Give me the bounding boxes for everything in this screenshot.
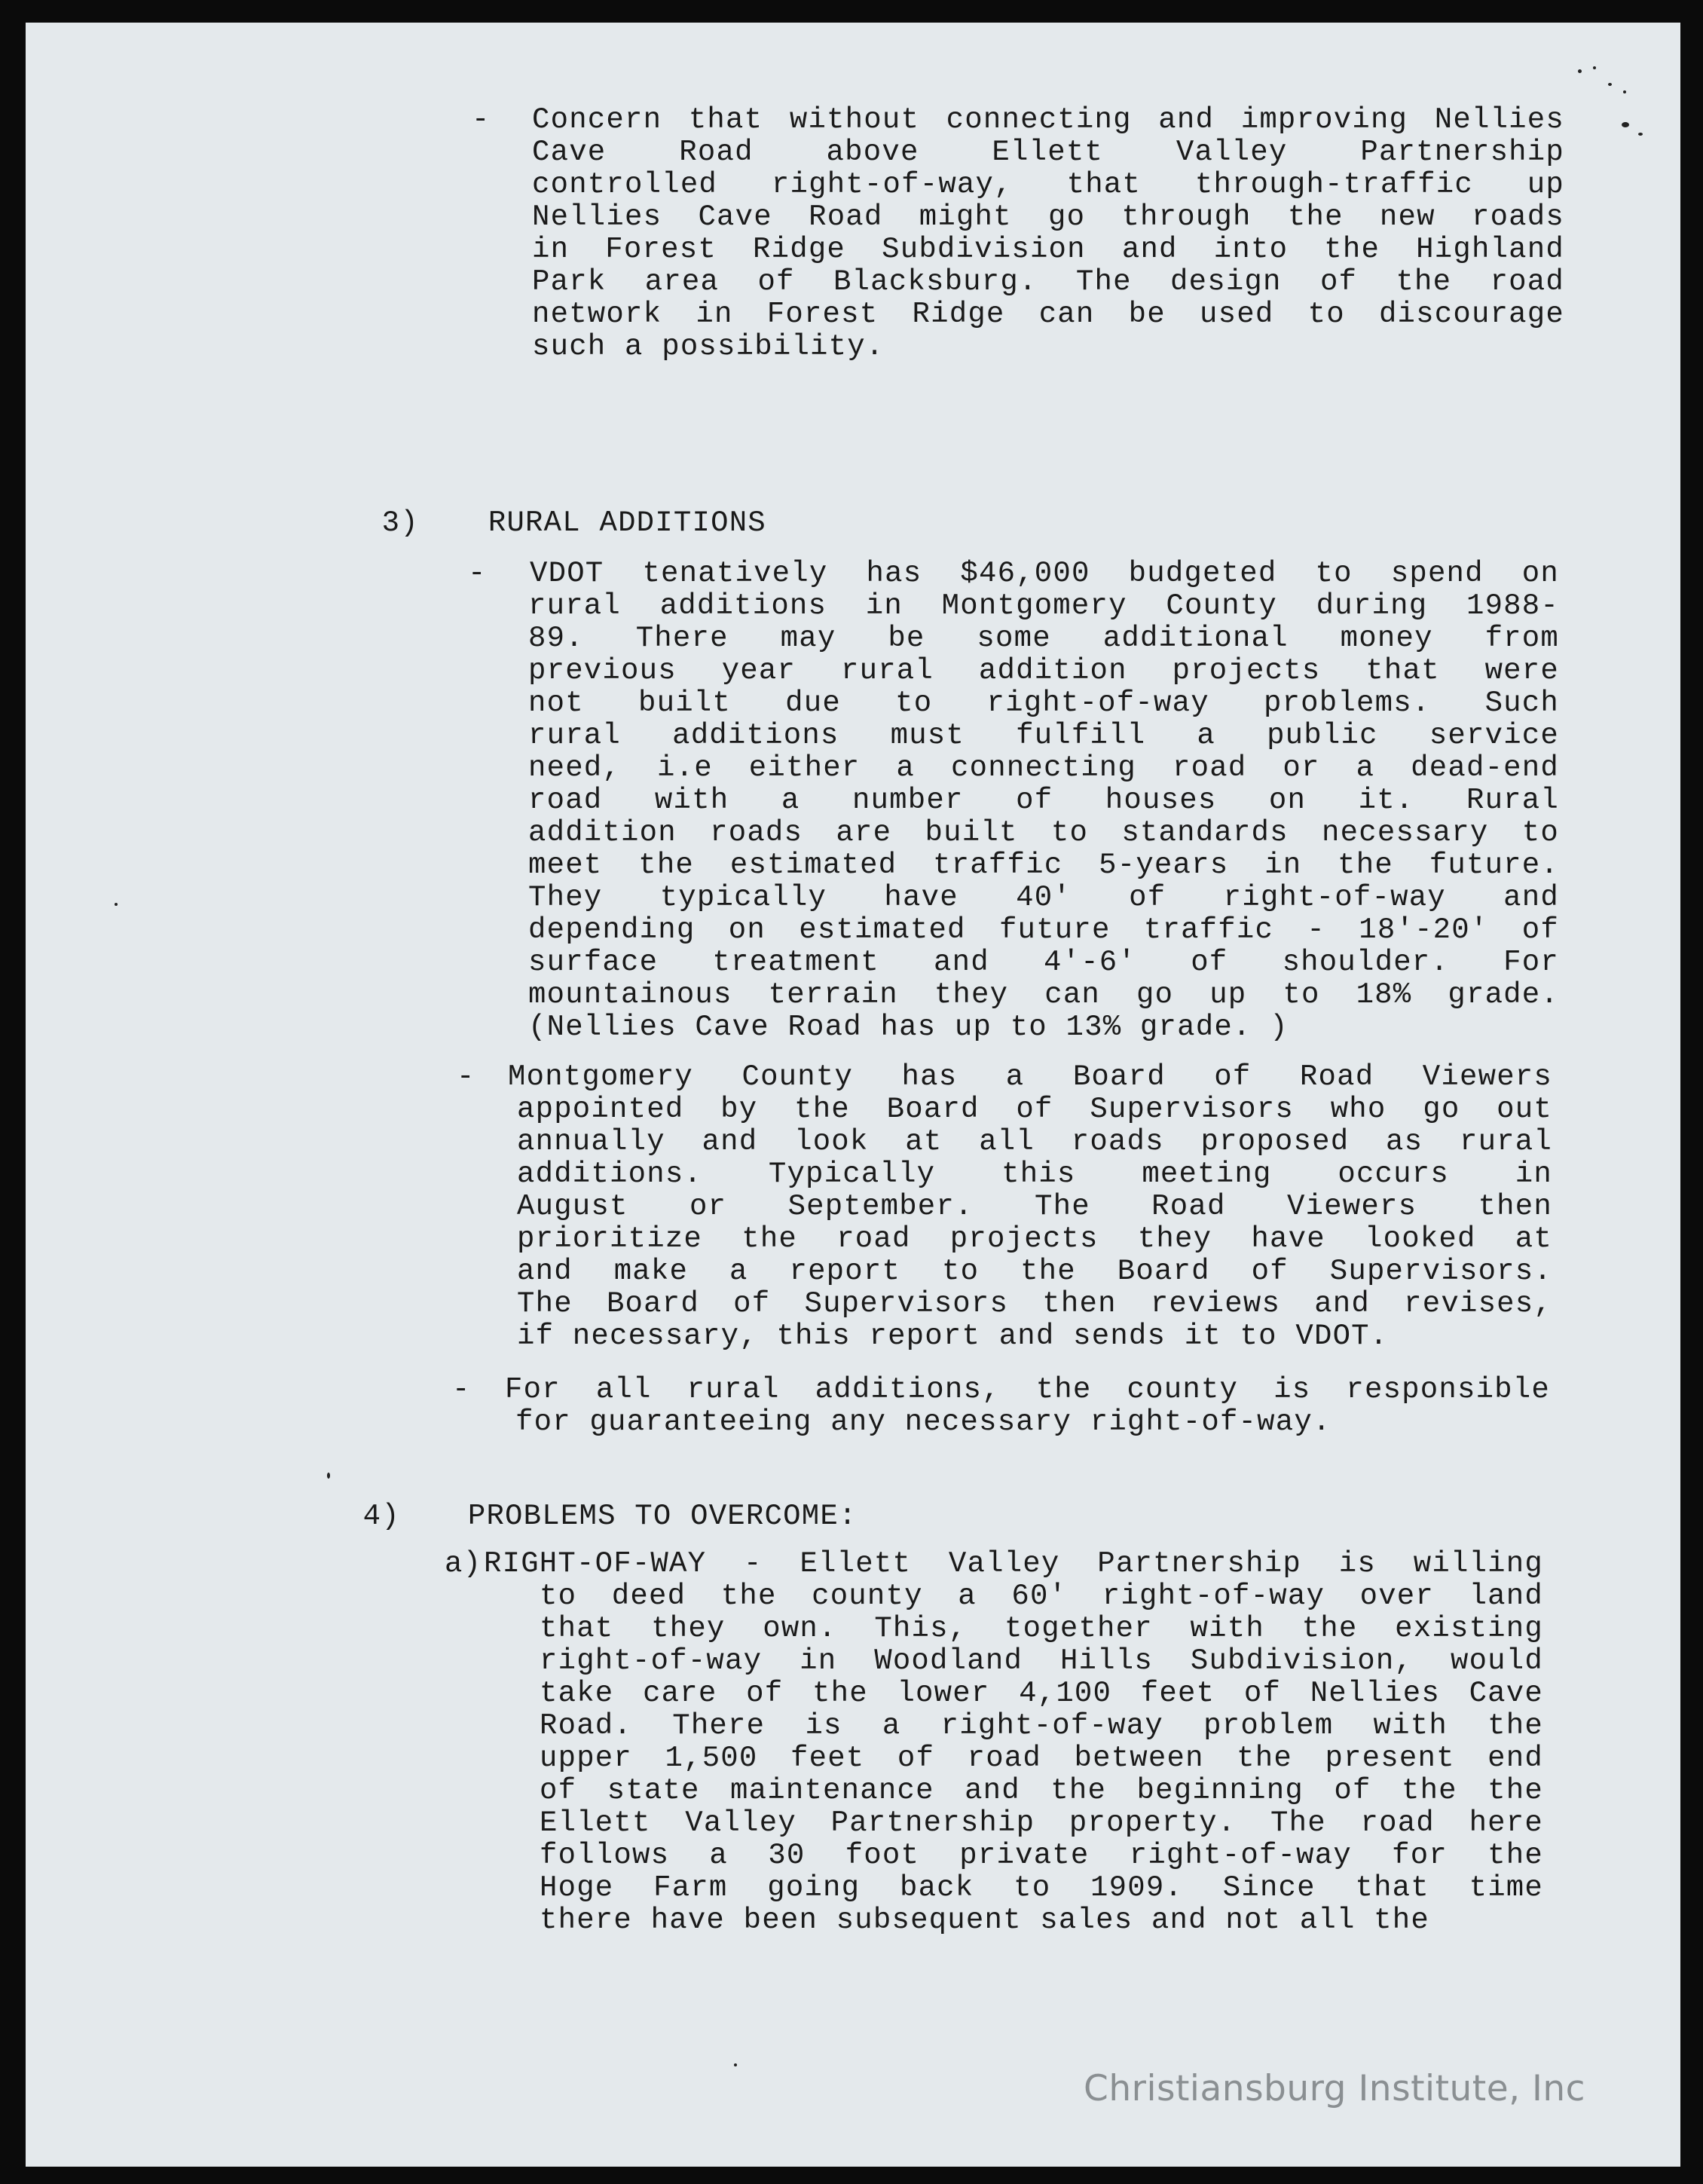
text-line: The Board of Supervisors then reviews and revises, (517, 1287, 1552, 1320)
text-line: Park area of Blacksburg. The design of the road (532, 265, 1564, 298)
text-line: They typically have 40' of right-of-way and (528, 881, 1559, 914)
scan-speck (1578, 69, 1582, 73)
section-title: RURAL ADDITIONS (488, 506, 766, 540)
scan-speck (1608, 83, 1612, 86)
text-line: addition roads are built to standards necessary to (528, 816, 1559, 849)
bullet-item-county-responsible (452, 1374, 1550, 1439)
text-line: need, i.e either a connecting road or a dead-end (528, 751, 1559, 785)
bullet-item-vdot (468, 558, 1559, 1044)
text-line: for guaranteeing any necessary right-of-way. (515, 1406, 1332, 1439)
text-line: road with a number of houses on it. Rural (528, 784, 1559, 817)
sub-item-marker: a) (445, 1547, 482, 1580)
typed-text (26, 23, 1680, 2167)
scan-speck (1638, 133, 1643, 136)
section-number: 4) (362, 1500, 400, 1533)
text-line: depending on estimated future traffic - 18'-20' of (528, 913, 1559, 947)
text-line: of state maintenance and the beginning of the the (540, 1774, 1543, 1807)
bullet-body (468, 558, 1559, 1044)
text-line: Ellett Valley Partnership property. The road here (540, 1806, 1543, 1840)
text-line: Cave Road above Ellett Valley Partnership (532, 136, 1564, 169)
bullet-marker: - (468, 557, 506, 590)
bullet-item-road-viewers (457, 1061, 1552, 1353)
text-line: additions. Typically this meeting occurs in (517, 1158, 1552, 1191)
text-line: upper 1,500 feet of road between the present end (540, 1742, 1543, 1775)
text-line: take care of the lower 4,100 feet of Nellies Cave (540, 1677, 1543, 1710)
text-line: surface treatment and 4'-6' of shoulder. For (528, 946, 1559, 979)
text-line: mountainous terrain they can go up to 18% grade. (528, 978, 1559, 1011)
text-line: For all rural additions, the county is responsible (505, 1373, 1550, 1406)
scan-speck (327, 1473, 330, 1479)
section-number: 3) (381, 506, 419, 540)
text-line: August or September. The Road Viewers then (517, 1190, 1552, 1223)
text-line: (Nellies Cave Road has up to 13% grade. ) (528, 1011, 1289, 1044)
scan-speck (1593, 66, 1596, 69)
bullet-marker: - (457, 1060, 494, 1094)
bullet-body (457, 1061, 1552, 1353)
text-line: VDOT tenatively has $46,000 budgeted to spend on (530, 557, 1559, 590)
scan-speck (1622, 122, 1629, 127)
scan-speck (115, 903, 118, 906)
scan-speck (1623, 90, 1626, 93)
text-line: Concern that without connecting and improving Nellies (532, 103, 1564, 136)
bullet-body (472, 104, 1564, 363)
text-line: Road. There is a right-of-way problem with the (540, 1709, 1543, 1742)
text-line: that they own. This, together with the existing (540, 1612, 1543, 1645)
bullet-item-concern (472, 104, 1564, 363)
watermark: Christiansburg Institute, Inc (1084, 2068, 1585, 2109)
text-line: previous year rural addition projects that were (528, 654, 1559, 687)
text-line: to deed the county a 60' right-of-way over land (540, 1580, 1543, 1613)
text-line: meet the estimated traffic 5-years in the future. (528, 849, 1559, 882)
bullet-marker: - (472, 103, 509, 136)
text-line: 89. There may be some additional money from (528, 622, 1559, 655)
text-line: prioritize the road projects they have looked at (517, 1222, 1552, 1256)
text-line: appointed by the Board of Supervisors who go out (517, 1093, 1552, 1126)
text-line: rural additions must fulfill a public service (528, 719, 1559, 752)
text-line: network in Forest Ridge can be used to discourage (532, 298, 1564, 331)
sub-item-right-of-way (445, 1548, 1543, 1937)
text-line: Nellies Cave Road might go through the new roads (532, 200, 1564, 234)
section-title: PROBLEMS TO OVERCOME: (467, 1500, 858, 1533)
document-page (26, 23, 1680, 2167)
bullet-body (452, 1374, 1550, 1439)
bullet-marker: - (452, 1373, 490, 1406)
sub-item-body (445, 1548, 1543, 1937)
text-line: not built due to right-of-way problems. Such (528, 687, 1559, 720)
text-line: if necessary, this report and sends it to VDOT. (517, 1320, 1389, 1353)
text-line: Hoge Farm going back to 1909. Since that time (540, 1871, 1543, 1904)
text-line: rural additions in Montgomery County during 1988- (528, 589, 1559, 622)
text-line: there have been subsequent sales and not all the (540, 1904, 1429, 1937)
text-line: controlled right-of-way, that through-traffic up (532, 168, 1564, 201)
text-line: RIGHT-OF-WAY - Ellett Valley Partnership is willing (484, 1547, 1543, 1580)
text-line: follows a 30 foot private right-of-way for the (540, 1839, 1543, 1872)
text-line: and make a report to the Board of Supervisors. (517, 1255, 1552, 1288)
text-line: Montgomery County has a Board of Road Viewers (508, 1060, 1552, 1094)
text-line: right-of-way in Woodland Hills Subdivision, would (540, 1644, 1543, 1678)
text-line: such a possibility. (532, 330, 885, 363)
scan-speck (734, 2063, 737, 2066)
text-line: in Forest Ridge Subdivision and into the Highland (532, 233, 1564, 266)
text-line: annually and look at all roads proposed as rural (517, 1125, 1552, 1158)
